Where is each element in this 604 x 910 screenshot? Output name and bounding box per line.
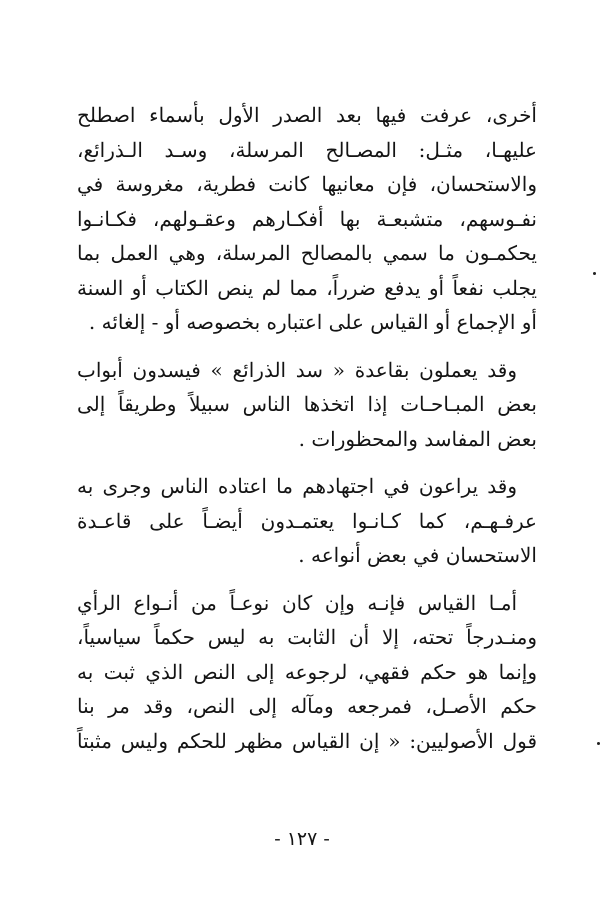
text-line: والاستحسان، فإن معانيها كانت فطرية، مغروسة في bbox=[77, 172, 537, 196]
text-line: ومنـدرجاً تحته، إلا أن الثابت به ليس حكماً سياسياً، bbox=[77, 625, 537, 649]
text-line: أخرى، عرفت فيها بعد الصدر الأول بأسماء اصطلح bbox=[77, 103, 537, 127]
text-line: بعض المبـاحـات إذا اتخذها الناس سبيلاً وطريقاً إلى bbox=[77, 392, 537, 416]
paragraph-4 bbox=[77, 586, 537, 759]
margin-dot bbox=[593, 272, 596, 275]
text-line: أو الإجماع أو القياس على اعتباره بخصوصه أو - إلغائه . bbox=[88, 310, 537, 334]
page-number: - ١٢٧ - bbox=[274, 828, 330, 850]
margin-dot bbox=[597, 742, 600, 745]
text-line: حكم الأصـل، فمرجعه ومآله إلى النص، وقد مر بنا bbox=[77, 694, 537, 718]
text-line: يجلب نفعاً أو يدفع ضرراً، مما لم ينص الكتاب أو السنة bbox=[77, 275, 537, 300]
body-text bbox=[77, 98, 537, 758]
paragraph-2 bbox=[77, 353, 537, 457]
text-line: عرفـهـم، كما كـانـوا يعتمـدون أيضـاً على قاعـدة bbox=[77, 508, 537, 533]
text-line: نفـوسهم، متشبعـة بها أفكـارهم وعقـولهم، فكـانـوا bbox=[77, 206, 537, 231]
text-line: الاستحسان في بعض أنواعه . bbox=[298, 543, 537, 567]
text-line: أمـا القياس فإنـه وإن كان نوعـاً من أنـواع الرأي bbox=[77, 590, 517, 615]
text-line: عليهـا، مثـل: المصـالح المرسلة، وسـد الـذرائع، bbox=[77, 137, 537, 162]
text-line: قول الأصوليين: « إن القياس مظهر للحكم وليس مثبتاً bbox=[77, 728, 537, 753]
paragraph-1 bbox=[77, 98, 537, 340]
text-line: وقد يعملون بقاعدة « سد الذرائع » فيسدون أبواب bbox=[77, 357, 517, 382]
text-line: وإنما هو حكم فقهي، لرجوعه إلى النص الذي ثبت به bbox=[77, 659, 537, 684]
text-line: بعض المفاسد والمحظورات . bbox=[298, 426, 537, 451]
text-line: وقد يراعون في اجتهادهم ما اعتاده الناس وجرى به bbox=[77, 474, 517, 498]
text-line: يحكمـون ما سمي بالمصالح المرسلة، وهي العمل بما bbox=[77, 241, 537, 265]
paragraph-3 bbox=[77, 469, 537, 573]
